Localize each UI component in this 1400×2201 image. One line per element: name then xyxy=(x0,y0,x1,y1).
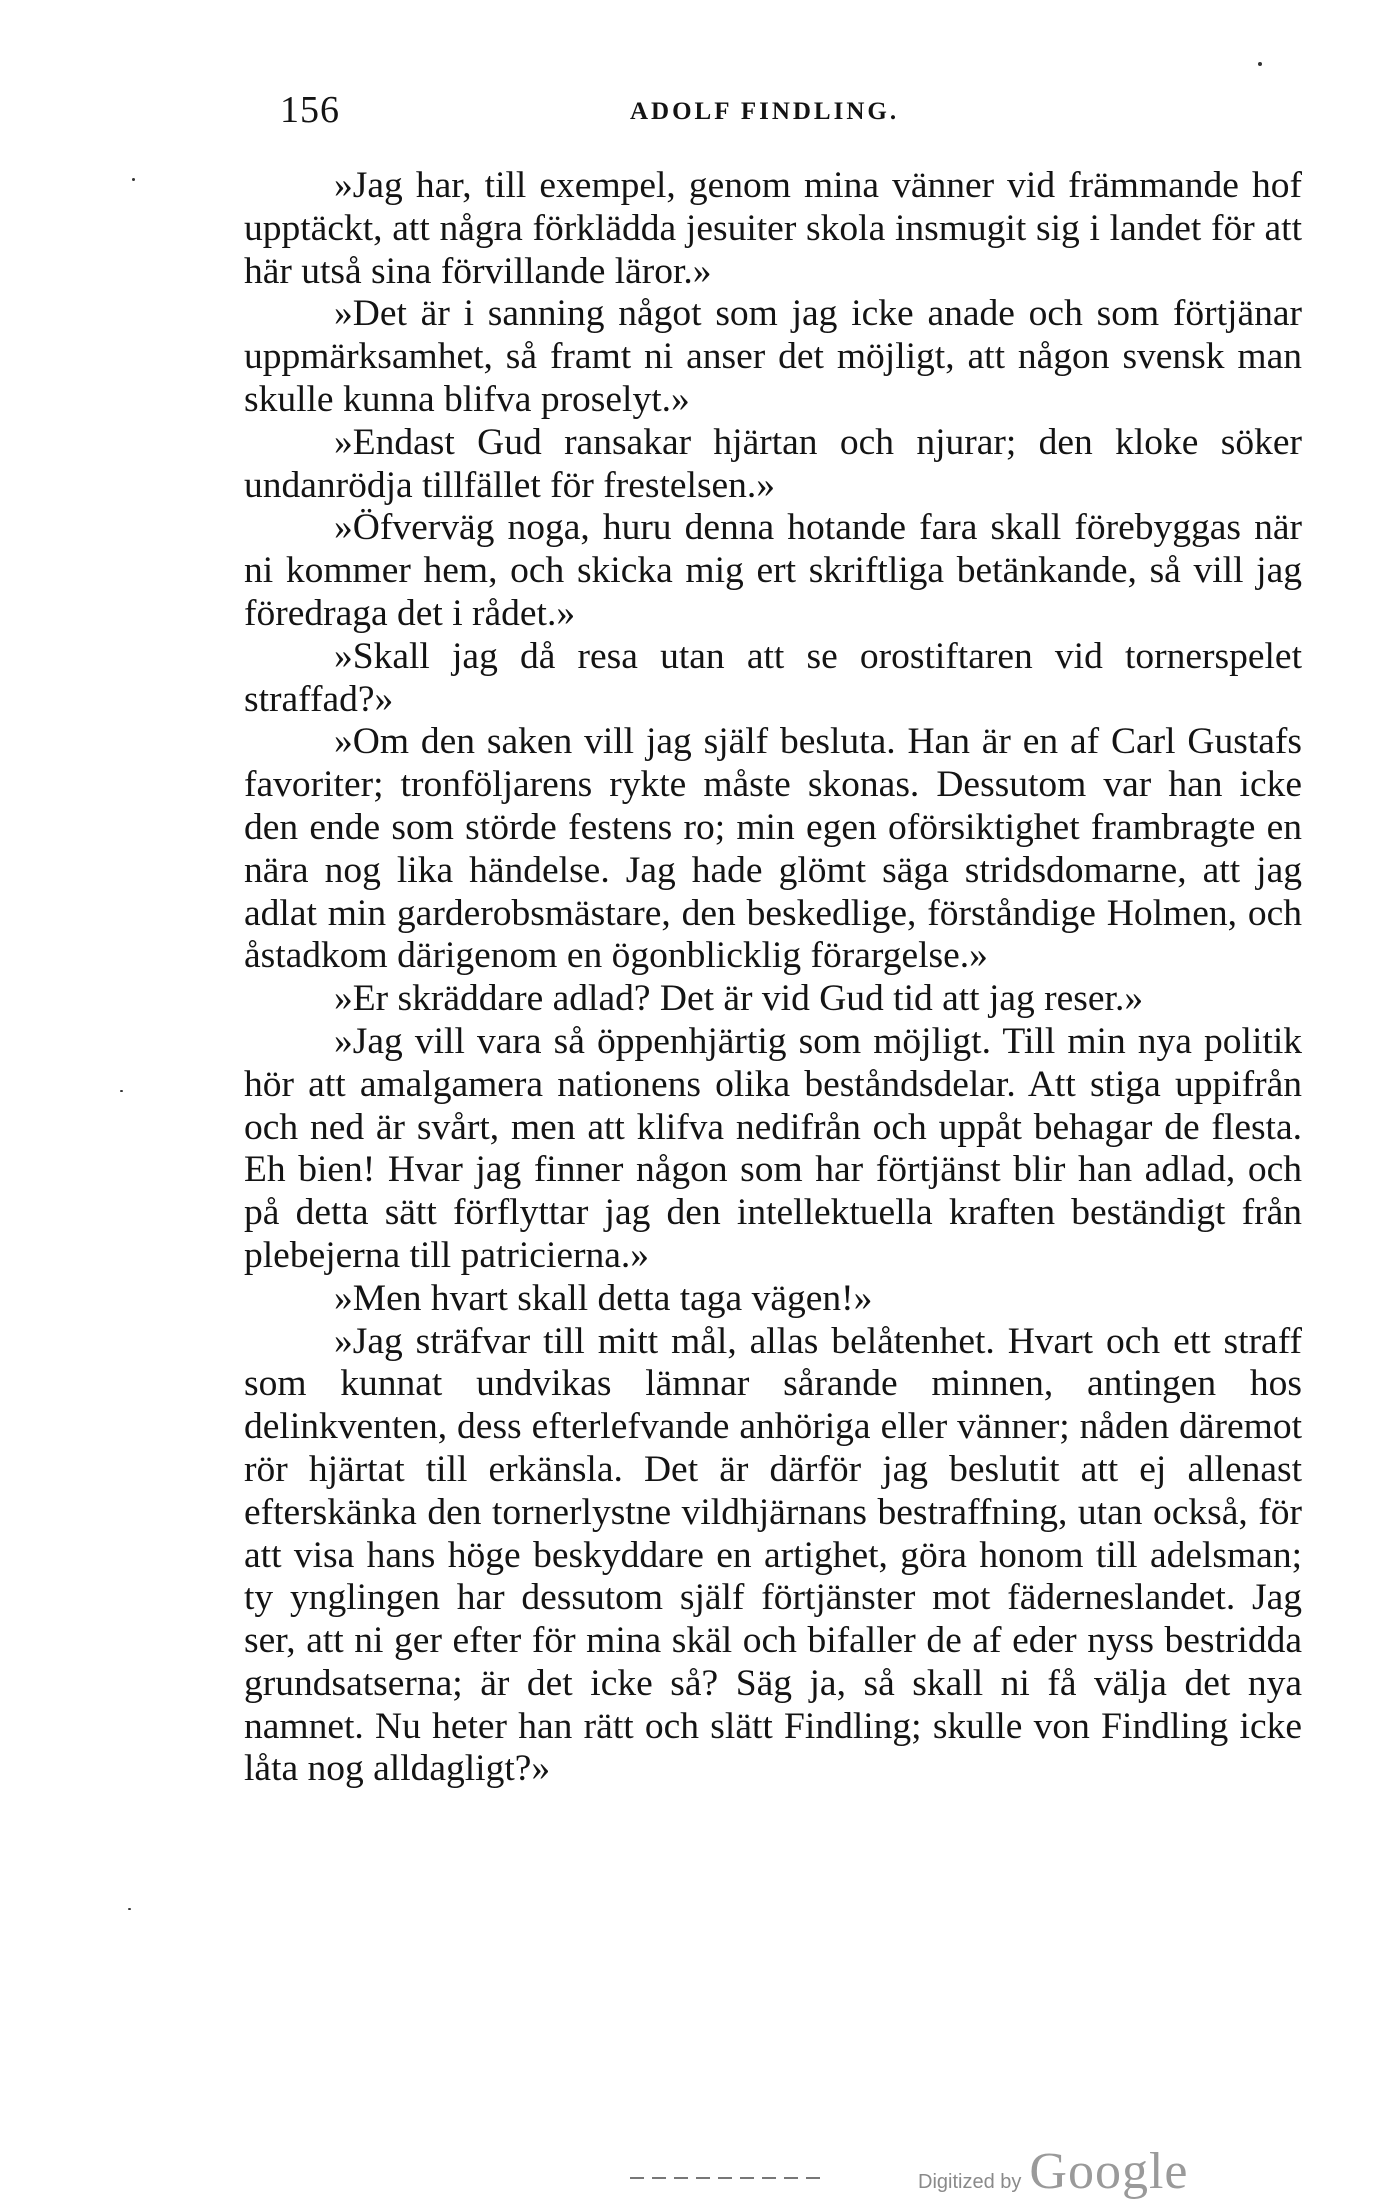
page-number: 156 xyxy=(280,89,340,131)
paragraph: »Jag sträfvar till mitt mål, allas belåtenhet. Hvart och ett straff som kunnat undvikas lämnar sårande minnen, antingen hos delinkventen, dess efterlefvande anhöriga eller vänner; nåden däremot rör hjärtat till erkänsla. Det är därför jag beslutit att ej allenast efterskänka den tornerlystne vildhjärnans bestraffning, utan också, för att visa hans höge beskyddare en artighet, göra honom till adelsman; ty ynglingen har dessutom själf förtjänster mot fäderneslandet. Jag ser, att ni ger efter för mina skäl och bifaller de af eder nyss bestridda grundsatserna; är det icke så? Säg ja, så skall ni få välja det nya namnet. Nu heter han rätt och slätt Findling; skulle von Findling icke låta nog alldagligt?» xyxy=(244,1320,1302,1790)
paragraph: »Jag vill vara så öppenhjärtig som möjligt. Till min nya politik hör att amalgamera nationens olika beståndsdelar. Att stiga uppifrån och ned är svårt, men att klifva nedifrån och uppåt behagar de flesta. Eh bien! Hvar jag finner någon som har förtjänst blir han adlad, och på detta sätt förflyttar jag den intellektuella kraften beständigt från plebejerna till patricierna.» xyxy=(244,1020,1302,1276)
paragraph: »Men hvart skall detta taga vägen!» xyxy=(334,1277,873,1319)
body-text xyxy=(244,165,1302,1791)
paragraph: »Det är i sanning något som jag icke anade och som förtjänar uppmärksamhet, så framt ni anser det möjligt, att någon svensk man skulle kunna blifva proselyt.» xyxy=(244,293,1302,420)
paragraph: »Endast Gud ransakar hjärtan och njurar; den kloke söker undanrödja tillfället för frestelsen.» xyxy=(244,421,1302,506)
digitization-watermark xyxy=(918,2142,1189,2200)
scan-dash-line xyxy=(630,2177,820,2179)
scan-speck xyxy=(132,178,135,181)
scan-speck xyxy=(120,1090,123,1092)
paragraph: »Er skräddare adlad? Det är vid Gud tid att jag reser.» xyxy=(334,978,1144,1020)
paragraph: »Öfverväg noga, huru denna hotande fara skall förebyggas när ni kommer hem, och skicka mig ert skriftliga betänkande, så vill jag föredraga det i rådet.» xyxy=(244,507,1302,634)
paragraph: »Jag har, till exempel, genom mina vänner vid främmande hof upptäckt, att några förklädda jesuiter skola insmugit sig i landet för att här utså sina förvillande läror.» xyxy=(244,165,1302,292)
scan-speck xyxy=(128,1908,131,1910)
scan-speck xyxy=(1258,62,1262,66)
google-logo: Google xyxy=(1029,2143,1189,2200)
digitized-by-label: Digitized by xyxy=(918,2171,1022,2193)
paragraph: »Skall jag då resa utan att se orostiftaren vid tornerspelet straffad?» xyxy=(244,635,1302,720)
page-header xyxy=(280,88,1330,138)
running-head: ADOLF FINDLING. xyxy=(630,98,900,125)
paragraph: »Om den saken vill jag själf besluta. Han är en af Carl Gustafs favoriter; tronföljarens rykte måste skonas. Dessutom var han icke den ende som störde festens ro; min egen oförsiktighet frambragte en nära nog lika händelse. Jag hade glömt säga stridsdomarne, att jag adlat min garderobsmästare, den beskedlige, förståndige Holmen, och åstadkom därigenom en ögonblicklig förargelse.» xyxy=(244,721,1302,977)
